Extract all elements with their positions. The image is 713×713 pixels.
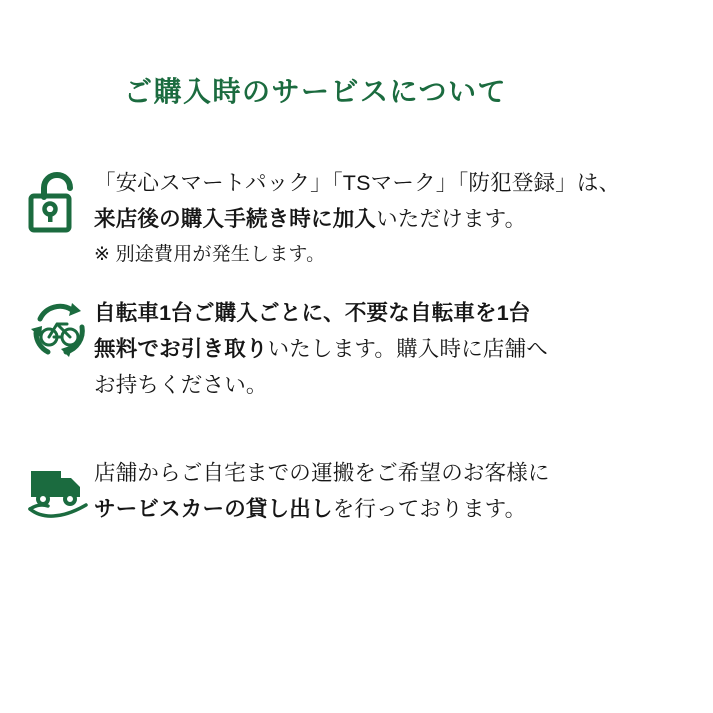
- service-item-insurance-text: [94, 165, 684, 271]
- insurance-line-1: 「安心スマートパック」「TSマーク」「防犯登録」は、: [94, 171, 621, 195]
- trade-in-line-2-bold: 無料でお引き取り: [94, 337, 268, 362]
- service-item-insurance: [28, 165, 684, 271]
- page-title: ご購入時のサービスについて: [124, 76, 507, 107]
- insurance-note: ※ 別途費用が発生します。: [94, 244, 326, 266]
- insurance-line-2-rest: いただけます。: [376, 207, 527, 232]
- bicycle-recycle-icon: [28, 295, 94, 361]
- trade-in-line-3: お持ちください。: [94, 373, 268, 398]
- service-item-delivery-text: [94, 455, 684, 527]
- service-item-delivery: [28, 455, 684, 527]
- unlocked-padlock-icon: [28, 165, 94, 233]
- delivery-line-2-rest: を行っております。: [332, 497, 527, 522]
- delivery-line-1: 店舗からご自宅までの運搬をご希望のお客様に: [94, 461, 550, 485]
- delivery-truck-hand-icon: [28, 455, 94, 521]
- insurance-line-2-bold: 来店後の購入手続き時に加入: [94, 207, 377, 232]
- service-item-trade-in: [28, 295, 684, 403]
- trade-in-line-1: 自転車1台ご購入ごとに、不要な自転車を1台: [94, 301, 531, 325]
- trade-in-line-2-rest: いたします。購入時に店舗へ: [267, 337, 548, 362]
- service-item-trade-in-text: [94, 295, 684, 403]
- delivery-line-2-bold: サービスカーの貸し出し: [94, 497, 333, 522]
